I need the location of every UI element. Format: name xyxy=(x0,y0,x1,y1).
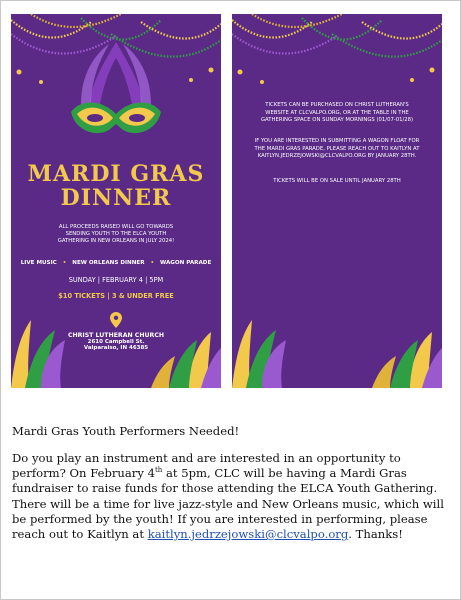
sale-deadline: TICKETS WILL BE ON SALE UNTIL JANUARY 28TH xyxy=(273,178,401,184)
title-line-2: DINNER xyxy=(60,185,172,211)
feature-dinner: NEW ORLEANS DINNER xyxy=(72,260,145,266)
flyer-front xyxy=(11,14,221,388)
proceeds-line-1: ALL PROCEEDS RAISED WILL GO TOWARDS xyxy=(58,224,174,230)
proceeds-line-2: SENDING YOUTH TO THE ELCA YOUTH xyxy=(65,231,167,238)
bullet-dot: • xyxy=(150,260,155,266)
church-name: CHRIST LUTHERAN CHURCH xyxy=(67,332,165,339)
ordinal-suffix: th xyxy=(154,466,163,475)
paragraph-text-1: Do you play an instrument and are interested in an opportunity to perform? On February 4 xyxy=(12,451,401,481)
event-date: SUNDAY | FEBRUARY 4 | 5PM xyxy=(68,276,164,284)
proceeds-text xyxy=(11,224,221,246)
address-street: 2610 Campbell St. xyxy=(87,339,145,345)
float-info-line-1: IF YOU ARE INTERESTED IN SUBMITTING A WAGON FLOAT FOR xyxy=(254,138,420,144)
ticket-info-line-2: WEBSITE AT CLCVALPO.ORG, OR AT THE TABLE IN THE xyxy=(265,109,409,116)
performers-paragraph xyxy=(12,451,452,542)
ticket-info-line-3: GATHERING SPACE ON SUNDAY MORNINGS (01/07-01/28) xyxy=(260,117,414,124)
event-title xyxy=(11,162,221,210)
ticket-price: $10 TICKETS | 3 & UNDER FREE xyxy=(58,292,174,300)
features-row xyxy=(11,260,221,266)
title-line-1: MARDI GRAS xyxy=(27,161,205,187)
paragraph-text-2: at 5pm, CLC will be having a Mardi Gras fundraiser to raise funds for those attending the ELCA Youth Gathering. There will be a time for live jazz-style and New Orleans music, which will be performed by the youth! If you are interested in performing, please reach out to Kaitlyn at xyxy=(12,466,444,542)
ticket-info xyxy=(242,102,432,125)
performers-heading: Mardi Gras Youth Performers Needed! xyxy=(12,424,240,438)
church-block xyxy=(11,332,221,351)
bullet-dot: • xyxy=(62,260,67,266)
flyer-back xyxy=(232,14,442,388)
proceeds-line-3: GATHERING IN NEW ORLEANS IN JULY 2024! xyxy=(57,238,175,245)
email-link[interactable]: kaitlyn.jedrzejowski@clcvalpo.org xyxy=(147,527,349,542)
location-pin-icon xyxy=(110,312,122,328)
float-info xyxy=(242,138,432,161)
float-info-line-2: THE MARDI GRAS PARADE, PLEASE REACH OUT TO KAITLYN AT xyxy=(254,145,420,152)
float-info-line-3: KAITLYN.JEDRZEJOWSKI@CLCVALPO.ORG BY JANUARY 28TH. xyxy=(257,153,417,160)
feathers-icon xyxy=(232,14,442,388)
feature-parade: WAGON PARADE xyxy=(160,260,212,266)
address-city: Valparaiso, IN 46385 xyxy=(83,345,149,351)
paragraph-text-3: . Thanks! xyxy=(348,527,403,542)
feature-live-music: LIVE MUSIC xyxy=(20,260,57,266)
ticket-info-line-1: TICKETS CAN BE PURCHASED ON CHRIST LUTHERAN'S xyxy=(265,102,409,108)
